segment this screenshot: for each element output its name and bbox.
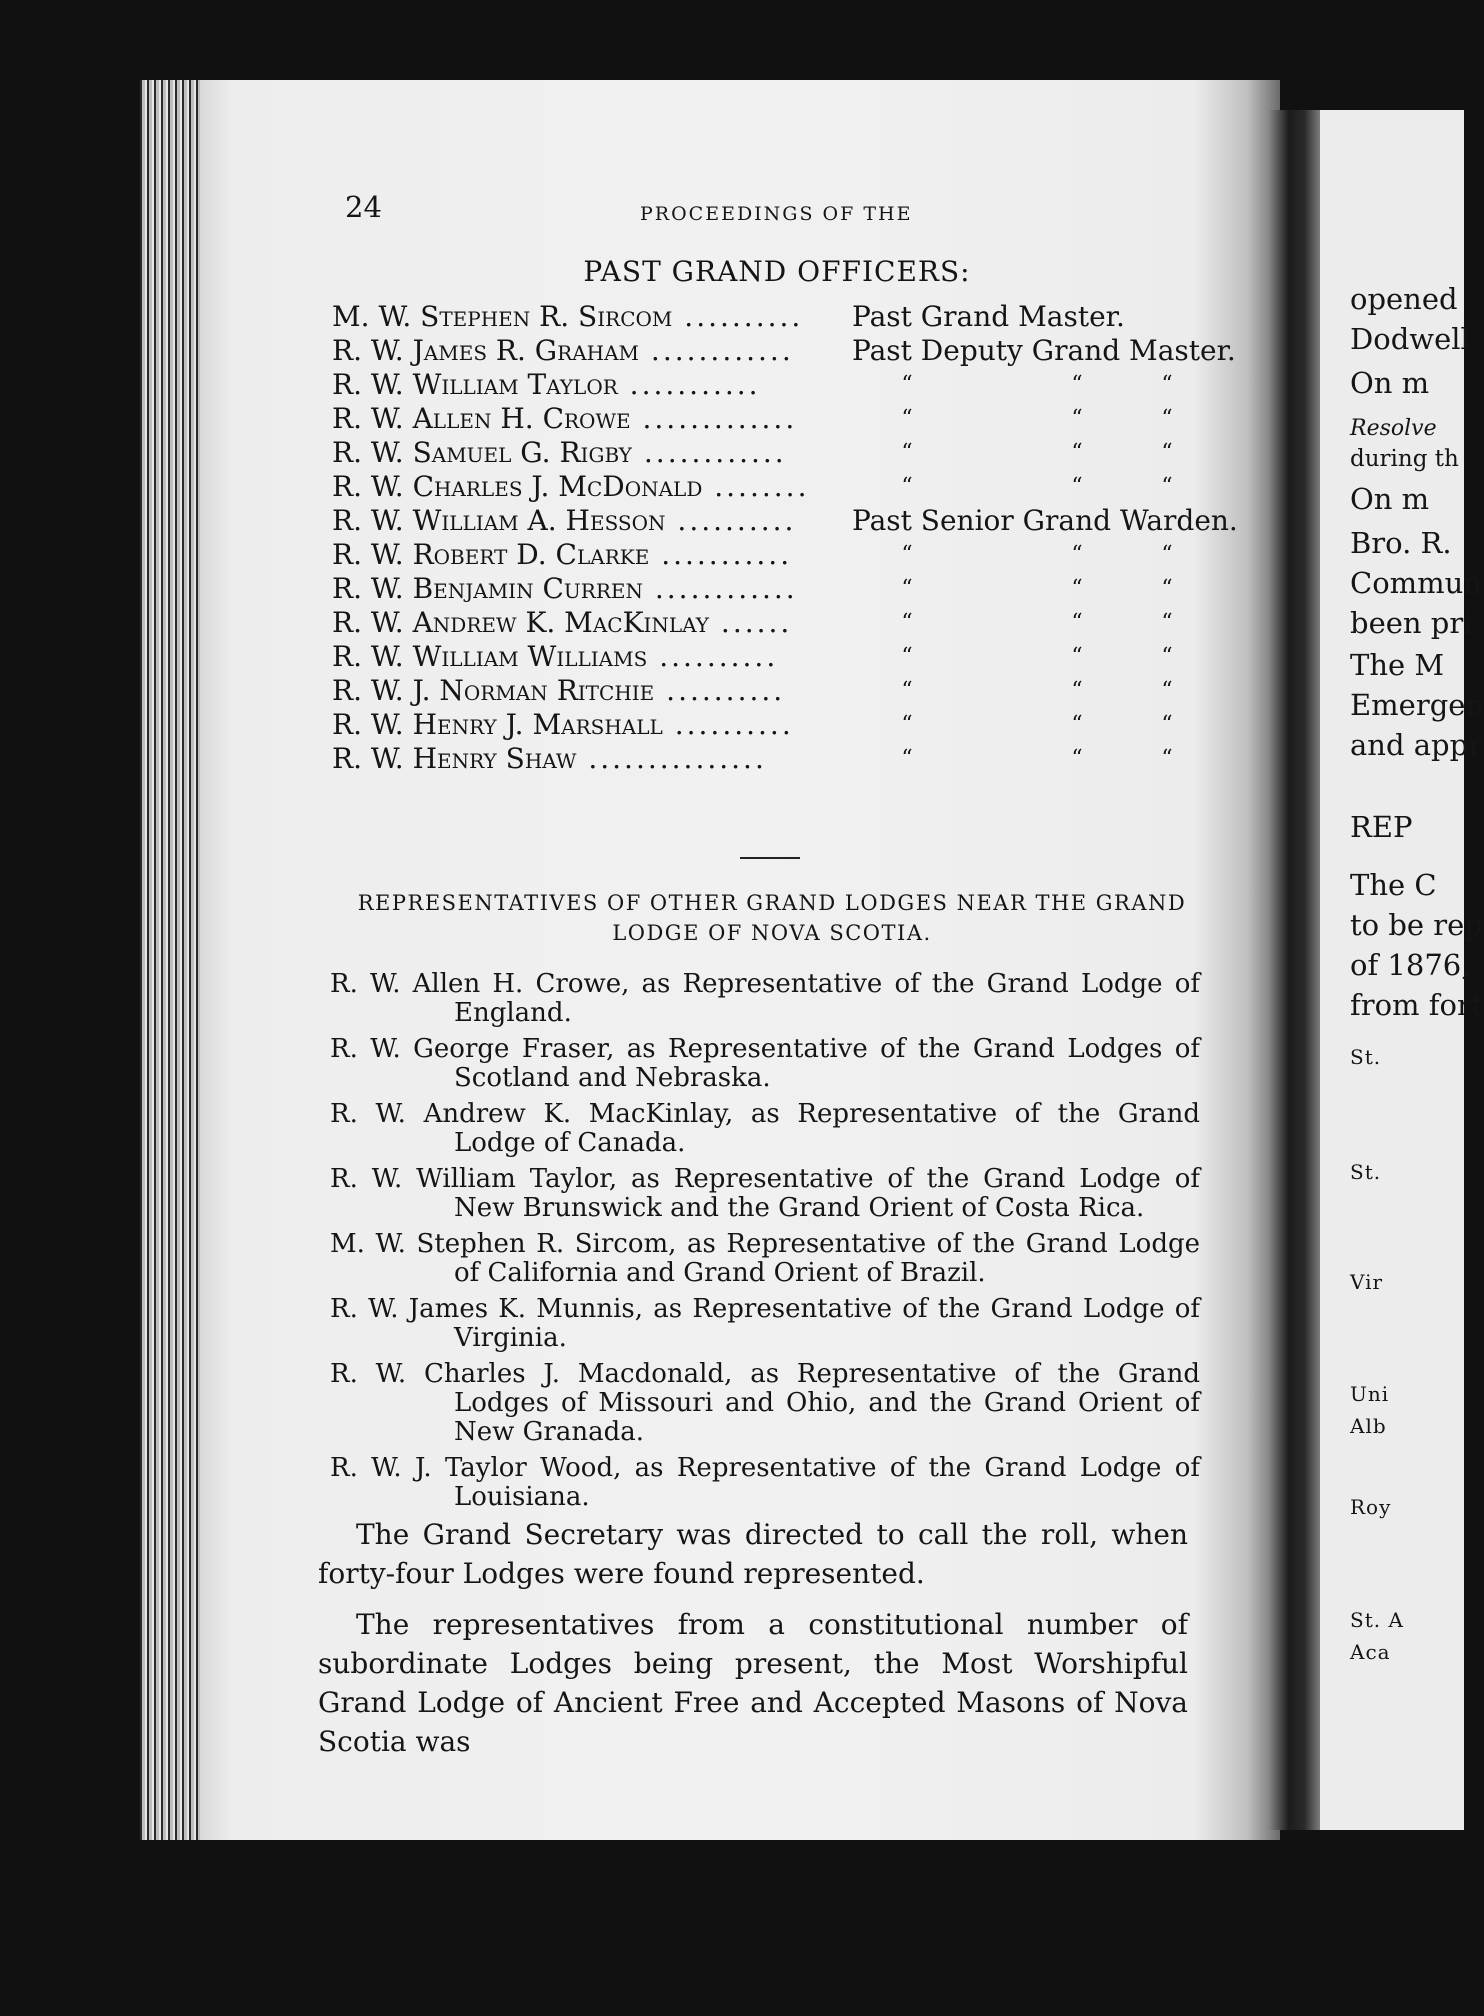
- ditto-mark: “: [1161, 644, 1173, 669]
- book-page-edges: [140, 80, 200, 1840]
- section-title-past-grand-officers: PAST GRAND OFFICERS:: [583, 255, 971, 288]
- ditto-mark: “: [1071, 746, 1083, 771]
- running-head: PROCEEDINGS OF THE: [640, 203, 913, 225]
- next-page-text-fragment: Commun: [1350, 566, 1483, 600]
- next-page-text-fragment: REP: [1350, 810, 1413, 844]
- officer-name: [332, 300, 803, 334]
- representative-entry: R. W. William Taylor, as Representative of the Grand Lodge of New Brunswick and the Grand Orient of Costa Rica.: [330, 1164, 1200, 1223]
- leader-dots: .............: [630, 402, 798, 435]
- next-page-text-fragment: Aca: [1350, 1640, 1391, 1664]
- ditto-mark: “: [1071, 644, 1083, 669]
- next-page-text-fragment: On m: [1350, 482, 1430, 516]
- ditto-mark: “: [901, 576, 913, 601]
- officer-row: [332, 640, 1212, 674]
- officer-name: [332, 334, 794, 368]
- officer-name: [332, 470, 809, 504]
- officer-office: Past Deputy Grand Master.: [852, 334, 1236, 367]
- officer-name-text: R. W. Charles J. McDonald: [332, 470, 703, 503]
- officer-name: [332, 572, 798, 606]
- next-page-text-fragment: during th: [1350, 446, 1459, 472]
- officer-name: [332, 436, 787, 470]
- representative-entry: R. W. George Fraser, as Representative of the Grand Lodges of Scotland and Nebraska.: [330, 1034, 1200, 1093]
- officer-name-text: M. W. Stephen R. Sircom: [332, 300, 673, 333]
- ditto-mark: “: [901, 746, 913, 771]
- ditto-mark: “: [1161, 678, 1173, 703]
- officer-name-text: R. W. Samuel G. Rigby: [332, 436, 632, 469]
- representative-entry: R. W. Allen H. Crowe, as Representative of the Grand Lodge of England.: [330, 969, 1200, 1028]
- representative-entry: M. W. Stephen R. Sircom, as Representative of the Grand Lodge of California and Grand Orient of Brazil.: [330, 1229, 1200, 1288]
- representatives-list: [330, 970, 1200, 1519]
- ditto-mark: “: [1161, 576, 1173, 601]
- next-page-text-fragment: On m: [1350, 366, 1430, 400]
- officer-name: [332, 742, 767, 776]
- officer-name-text: R. W. William Williams: [332, 640, 648, 673]
- next-page-text-fragment: St.: [1350, 1160, 1382, 1184]
- ditto-mark: “: [901, 372, 913, 397]
- ditto-mark: “: [901, 678, 913, 703]
- next-page-text-fragment: opened: [1350, 282, 1458, 316]
- officer-row: [332, 334, 1236, 368]
- ditto-mark: “: [1161, 440, 1173, 465]
- officer-name-text: R. W. Allen H. Crowe: [332, 402, 631, 435]
- paragraph-lodge-opened: The representatives from a constitutional number of subordinate Lodges being present, the Most Worshipful Grand Lodge of Ancient Free and Accepted Masons of Nova Scotia was: [318, 1608, 1188, 1758]
- next-page-text-fragment: Uni: [1350, 1382, 1390, 1406]
- officer-office: Past Senior Grand Warden.: [852, 504, 1238, 537]
- officer-row: [332, 674, 1212, 708]
- ditto-mark: “: [1071, 406, 1083, 431]
- next-page-text-fragment: Dodwell: [1350, 322, 1470, 356]
- ditto-mark: “: [901, 474, 913, 499]
- ditto-mark: “: [901, 644, 913, 669]
- next-page-text-fragment: been pri: [1350, 606, 1473, 640]
- leader-dots: ..........: [665, 504, 797, 537]
- representative-entry: R. W. James K. Munnis, as Representative of the Grand Lodge of Virginia.: [330, 1294, 1200, 1353]
- leader-dots: ...........: [617, 368, 761, 401]
- officer-name: [332, 504, 796, 538]
- officer-name-text: R. W. William A. Hesson: [332, 504, 666, 537]
- next-page-text-fragment: The M: [1350, 648, 1445, 682]
- next-page-text-fragment: Vir: [1350, 1270, 1384, 1294]
- leader-dots: ...............: [576, 742, 767, 775]
- officer-name: [332, 368, 761, 402]
- officer-office: Past Grand Master.: [852, 300, 1125, 333]
- next-page-text-fragment: Alb: [1350, 1414, 1387, 1438]
- leader-dots: ........: [702, 470, 810, 503]
- officer-name-text: R. W. James R. Graham: [332, 334, 640, 367]
- ditto-mark: “: [1071, 678, 1083, 703]
- officer-name-text: R. W. Benjamin Curren: [332, 572, 643, 605]
- ditto-mark: “: [1161, 406, 1173, 431]
- officer-name: [332, 640, 778, 674]
- ditto-mark: “: [1161, 474, 1173, 499]
- leader-dots: ..........: [647, 640, 779, 673]
- section-divider: [740, 857, 800, 859]
- leader-dots: ..........: [654, 674, 786, 707]
- ditto-mark: “: [1161, 746, 1173, 771]
- page-right-fragment: [1320, 110, 1484, 1830]
- next-page-text-fragment: of 1876,: [1350, 948, 1471, 982]
- ditto-mark: “: [1071, 610, 1083, 635]
- officer-row: [332, 606, 1212, 640]
- leader-dots: ............: [632, 436, 787, 469]
- officer-name: [332, 674, 785, 708]
- next-page-text-fragment: Roy: [1350, 1495, 1392, 1519]
- leader-dots: ............: [639, 334, 794, 367]
- leader-dots: ...........: [649, 538, 793, 571]
- next-page-text-fragment: Emergen: [1350, 688, 1484, 722]
- officer-row: [332, 572, 1212, 606]
- ditto-mark: “: [901, 406, 913, 431]
- ditto-mark: “: [901, 440, 913, 465]
- officer-name-text: R. W. William Taylor: [332, 368, 618, 401]
- officer-row: [332, 742, 1212, 776]
- representative-entry: R. W. Charles J. Macdonald, as Representative of the Grand Lodges of Missouri and Ohio, and the Grand Orient of New Granada.: [330, 1359, 1200, 1447]
- officer-row: [332, 368, 1212, 402]
- next-page-text-fragment: Bro. R.: [1350, 526, 1452, 560]
- next-page-text-fragment: from fort: [1350, 988, 1483, 1022]
- officer-name: [332, 538, 792, 572]
- officer-name-text: R. W. Henry Shaw: [332, 742, 577, 775]
- ditto-mark: “: [1161, 372, 1173, 397]
- section-title-representatives: [332, 888, 1212, 948]
- page-number: 24: [345, 190, 382, 224]
- ditto-mark: “: [1071, 474, 1083, 499]
- leader-dots: ......: [709, 606, 793, 639]
- officer-name-text: R. W. J. Norman Ritchie: [332, 674, 655, 707]
- next-page-text-fragment: St. A: [1350, 1608, 1404, 1632]
- officer-row: [332, 402, 1212, 436]
- next-page-text-fragment: to be rep: [1350, 908, 1483, 942]
- next-page-text-fragment: and appr: [1350, 728, 1483, 762]
- ditto-mark: “: [1071, 542, 1083, 567]
- next-page-text-fragment: The C: [1350, 868, 1437, 902]
- leader-dots: ..........: [672, 300, 804, 333]
- officer-row: [332, 538, 1212, 572]
- ditto-mark: “: [1071, 440, 1083, 465]
- ditto-mark: “: [901, 712, 913, 737]
- officer-row: [332, 470, 1212, 504]
- ditto-mark: “: [901, 610, 913, 635]
- officer-row: [332, 708, 1212, 742]
- representative-entry: R. W. Andrew K. MacKinlay, as Representative of the Grand Lodge of Canada.: [330, 1099, 1200, 1158]
- representatives-title-line1: REPRESENTATIVES OF OTHER GRAND LODGES NEAR THE GRAND: [357, 891, 1187, 915]
- officer-name: [332, 606, 792, 640]
- ditto-mark: “: [1071, 372, 1083, 397]
- past-grand-officers-list: [332, 300, 1238, 776]
- officer-name: [332, 402, 797, 436]
- ditto-mark: “: [1161, 712, 1173, 737]
- officer-name-text: R. W. Andrew K. MacKinlay: [332, 606, 710, 639]
- ditto-mark: “: [1161, 542, 1173, 567]
- officer-row: [332, 300, 1212, 334]
- ditto-mark: “: [1071, 576, 1083, 601]
- officer-name-text: R. W. Robert D. Clarke: [332, 538, 650, 571]
- ditto-mark: “: [901, 542, 913, 567]
- paragraph-roll-call: The Grand Secretary was directed to call the roll, when forty-four Lodges were found represented.: [318, 1518, 1188, 1590]
- book-gutter: [1268, 110, 1320, 1830]
- representatives-title-line2: LODGE OF NOVA SCOTIA.: [612, 921, 932, 945]
- leader-dots: ............: [642, 572, 798, 605]
- next-page-text-fragment: Resolve: [1350, 416, 1437, 441]
- officer-name-text: R. W. Henry J. Marshall: [332, 708, 663, 741]
- leader-dots: ..........: [662, 708, 794, 741]
- officer-row: [332, 436, 1212, 470]
- representative-entry: R. W. J. Taylor Wood, as Representative of the Grand Lodge of Louisiana.: [330, 1453, 1200, 1512]
- officer-row: [332, 504, 1238, 538]
- officer-name: [332, 708, 794, 742]
- next-page-text-fragment: St.: [1350, 1045, 1382, 1069]
- ditto-mark: “: [1161, 610, 1173, 635]
- ditto-mark: “: [1071, 712, 1083, 737]
